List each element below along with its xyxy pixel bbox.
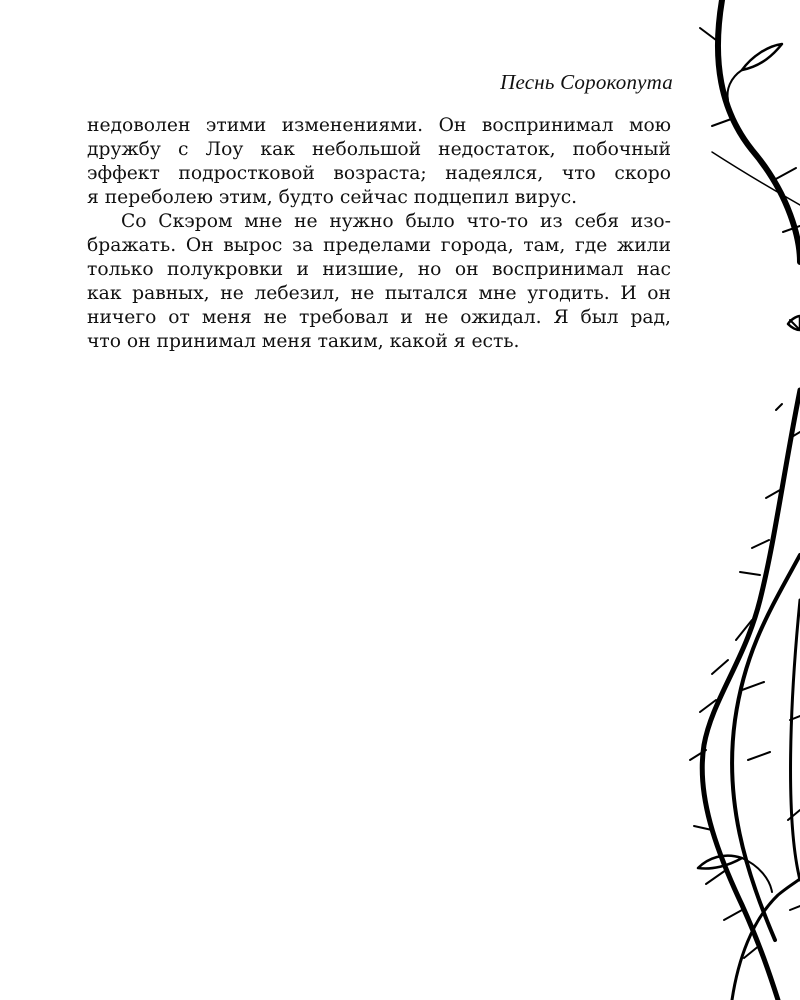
text-line: эффект подростковой возраста; надеялся, что скоро — [87, 163, 671, 184]
text-line: бражать. Он вырос за пределами города, там, где жили — [87, 235, 671, 256]
text-line: недоволен этими изменениями. Он воспринимал мою — [87, 115, 671, 136]
paragraph — [87, 210, 671, 354]
text-line: ничего от меня не требовал и не ожидал. Я был рад, — [87, 307, 671, 328]
paragraph — [87, 114, 671, 210]
text-line: только полукровки и низшие, но он воспринимал нас — [87, 259, 671, 280]
text-line: что он принимал меня таким, какой я есть. — [87, 331, 520, 352]
text-line: я переболею этим, будто сейчас подцепил вирус. — [87, 187, 578, 208]
running-header: Песнь Сорокопута — [500, 70, 673, 94]
text-line: как равных, не лебезил, не пытался мне угодить. И он — [87, 283, 671, 304]
text-line: дружбу с Лоу как небольшой недостаток, побочный — [87, 139, 671, 160]
text-line: Со Скэром мне не нужно было что-то из себя изо- — [121, 211, 671, 232]
body-text — [87, 114, 671, 354]
